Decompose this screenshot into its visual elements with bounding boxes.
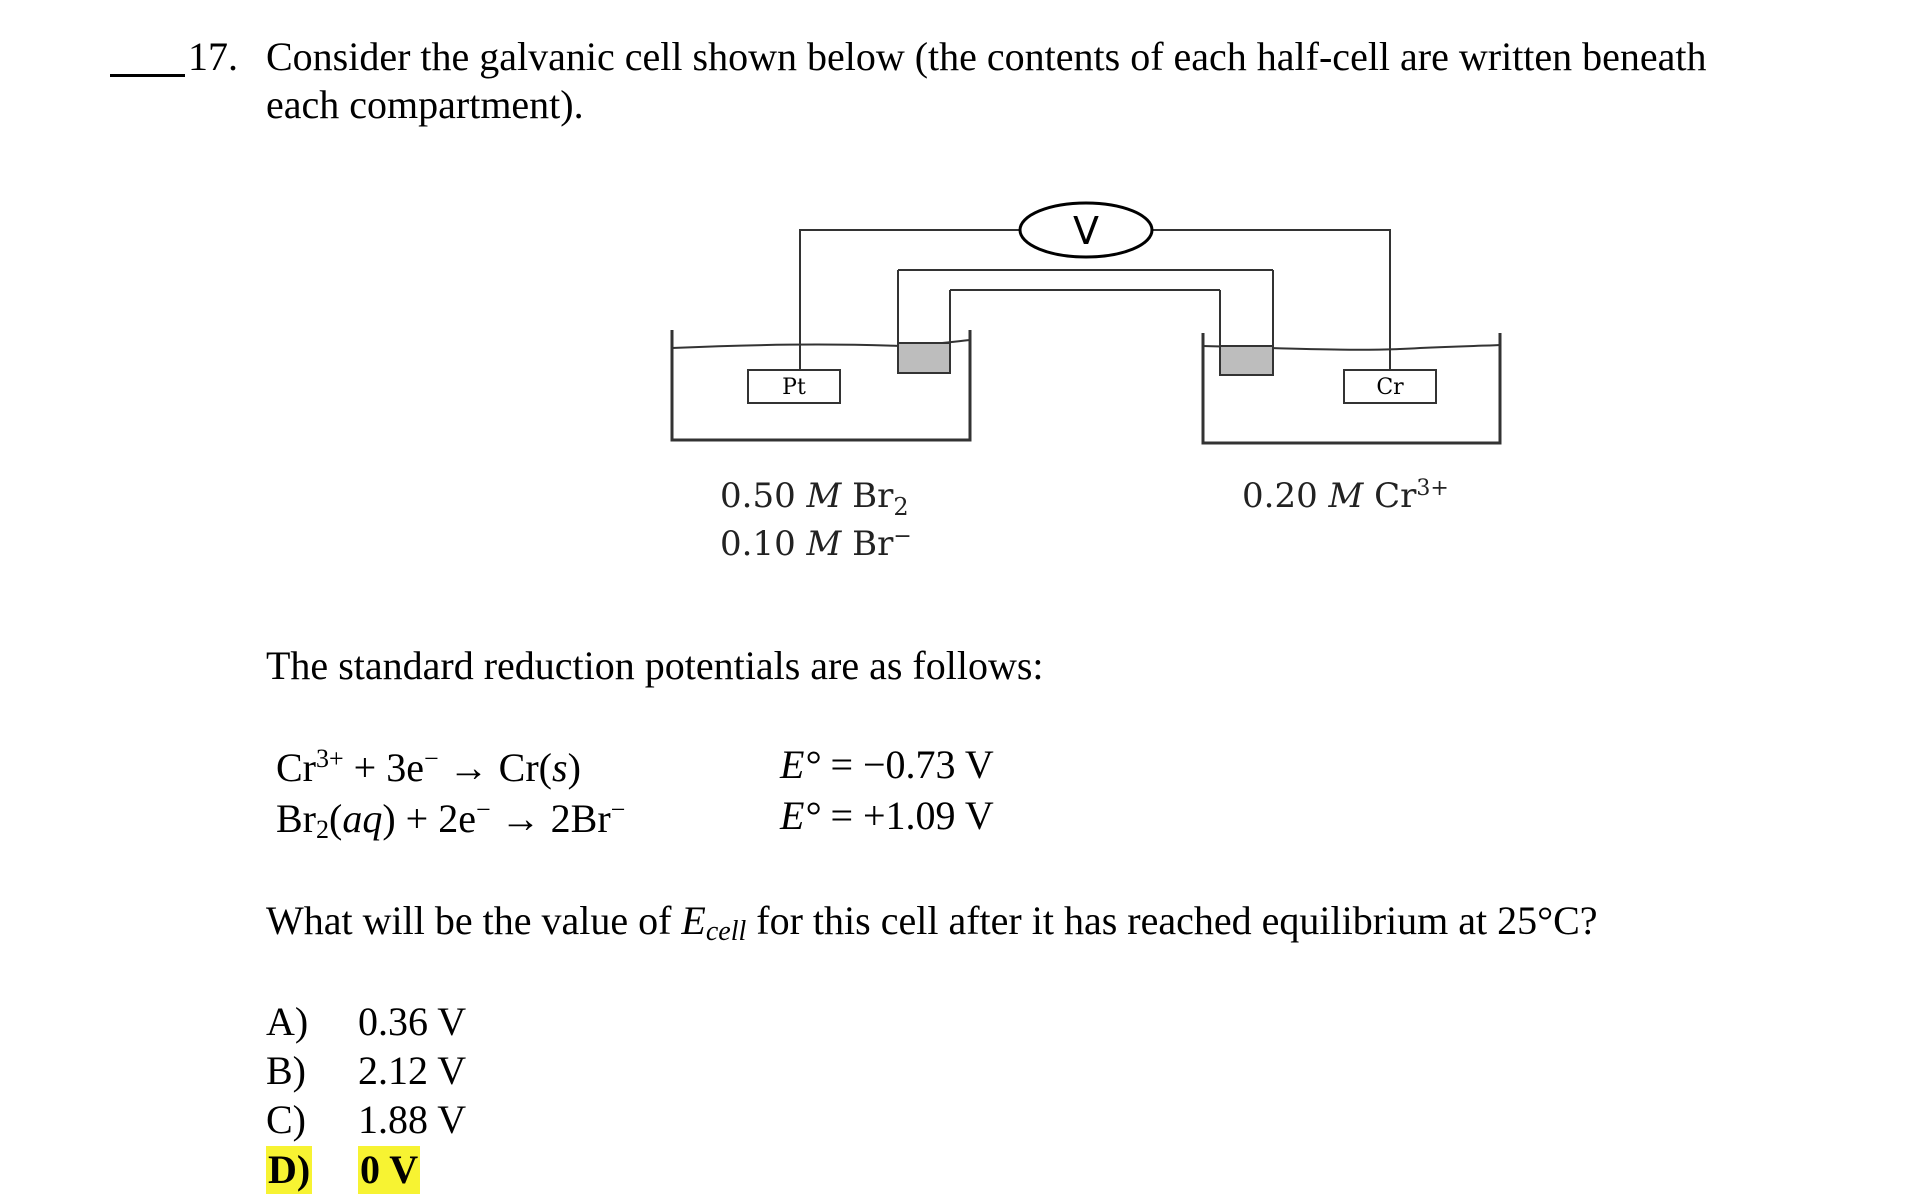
left-solution-line2: 0.10 M Br− [720,524,912,564]
pt-electrode-label: Pt [782,375,806,400]
choice-d-selected[interactable] [266,1146,566,1194]
choice-a[interactable] [266,998,566,1046]
choice-a-letter: A) [266,999,309,1044]
potential-chromium: E° = −0.73 V [780,742,994,787]
potential-bromine: E° = +1.09 V [780,793,994,838]
choice-b-letter: B) [266,1048,306,1093]
voltmeter-symbol: V [1073,209,1099,253]
choice-c-letter: C) [266,1097,306,1142]
salt-bridge [898,270,1273,375]
question-stem-line2: each compartment). [266,82,584,127]
choice-b-value: 2.12 V [358,1048,467,1093]
potentials-intro: The standard reduction potentials are as follows: [266,643,1044,688]
left-solution-line1: 0.50 M $Br_2$ [720,476,909,521]
choice-d-letter: D) [268,1147,311,1192]
choice-c-value: 1.88 V [358,1097,467,1142]
reaction-chromium: $Cr^{3+} + 3e^- \to Cr(s)$ [276,744,581,790]
reaction-bromine: $Br_2(aq) + 2e^- \to 2Br^-$ [276,795,626,844]
cr-electrode-label: Cr [1376,375,1404,400]
question-stem-line1: Consider the galvanic cell shown below (the contents of each half-cell are written beneath [266,34,1707,79]
question-prompt: What will be the value of $E_{cell}$ for this cell after it has reached equilibrium at 25°C? [266,898,1598,947]
right-solution-label: 0.20 M $Cr^{3+}$ [1242,476,1449,516]
choice-a-value: 0.36 V [358,999,467,1044]
question-number: 17. [188,34,238,79]
choice-c[interactable] [266,1096,566,1144]
choice-d-value: 0 V [360,1147,419,1192]
choice-b[interactable] [266,1047,566,1095]
